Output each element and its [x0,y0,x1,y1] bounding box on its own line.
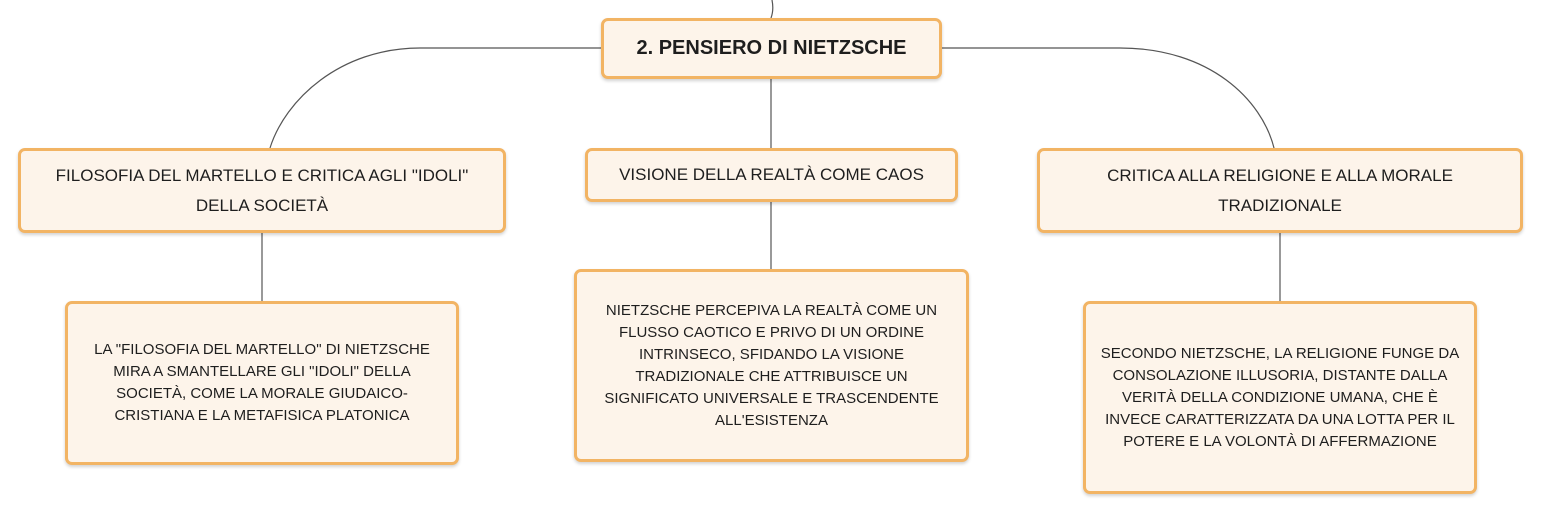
detail-critica-religione[interactable] [1083,301,1477,494]
link-root-left [270,48,602,148]
detail-realta-caos[interactable] [574,269,969,462]
topic-label: FILOSOFIA DEL MARTELLO E CRITICA AGLI "IDOLI" DELLA SOCIETÀ [55,165,469,215]
detail-text: LA "FILOSOFIA DEL MARTELLO" DI NIETZSCHE MIRA A SMANTELLARE GLI "IDOLI" DELLA SOCIETÀ, COME LA MORALE GIUDAICO-CRISTIANA E LA METAFISICA PLATONICA [94,341,430,424]
detail-text: SECONDO NIETZSCHE, LA RELIGIONE FUNGE DA CONSOLAZIONE ILLUSORIA, DISTANTE DALLA VERITÀ DELLA CONDIZIONE UMANA, CHE È INVECE CARATTERIZZATA DA UNA LOTTA PER IL POTERE E LA VOLONTÀ DI AFFERMAZIONE [1100,344,1460,450]
topic-realta-caos[interactable] [585,148,958,202]
topic-label: VISIONE DELLA REALTÀ COME CAOS [619,165,924,184]
topic-filosofia-martello[interactable] [18,148,506,233]
root-node[interactable] [601,18,942,79]
detail-filosofia-martello[interactable] [65,301,459,465]
topic-critica-religione[interactable] [1037,148,1523,233]
link-root-right [941,48,1274,148]
incoming-link [771,0,773,18]
detail-text: NIETZSCHE PERCEPIVA LA REALTÀ COME UN FLUSSO CAOTICO E PRIVO DI UN ORDINE INTRINSECO, SFIDANDO LA VISIONE TRADIZIONALE CHE ATTRIBUISCE UN SIGNIFICATO UNIVERSALE E TRASCENDENTE ALL'ESISTENZA [604,301,939,429]
root-label: 2. PENSIERO DI NIETZSCHE [636,37,907,59]
topic-label: CRITICA ALLA RELIGIONE E ALLA MORALE TRADIZIONALE [1107,165,1453,215]
